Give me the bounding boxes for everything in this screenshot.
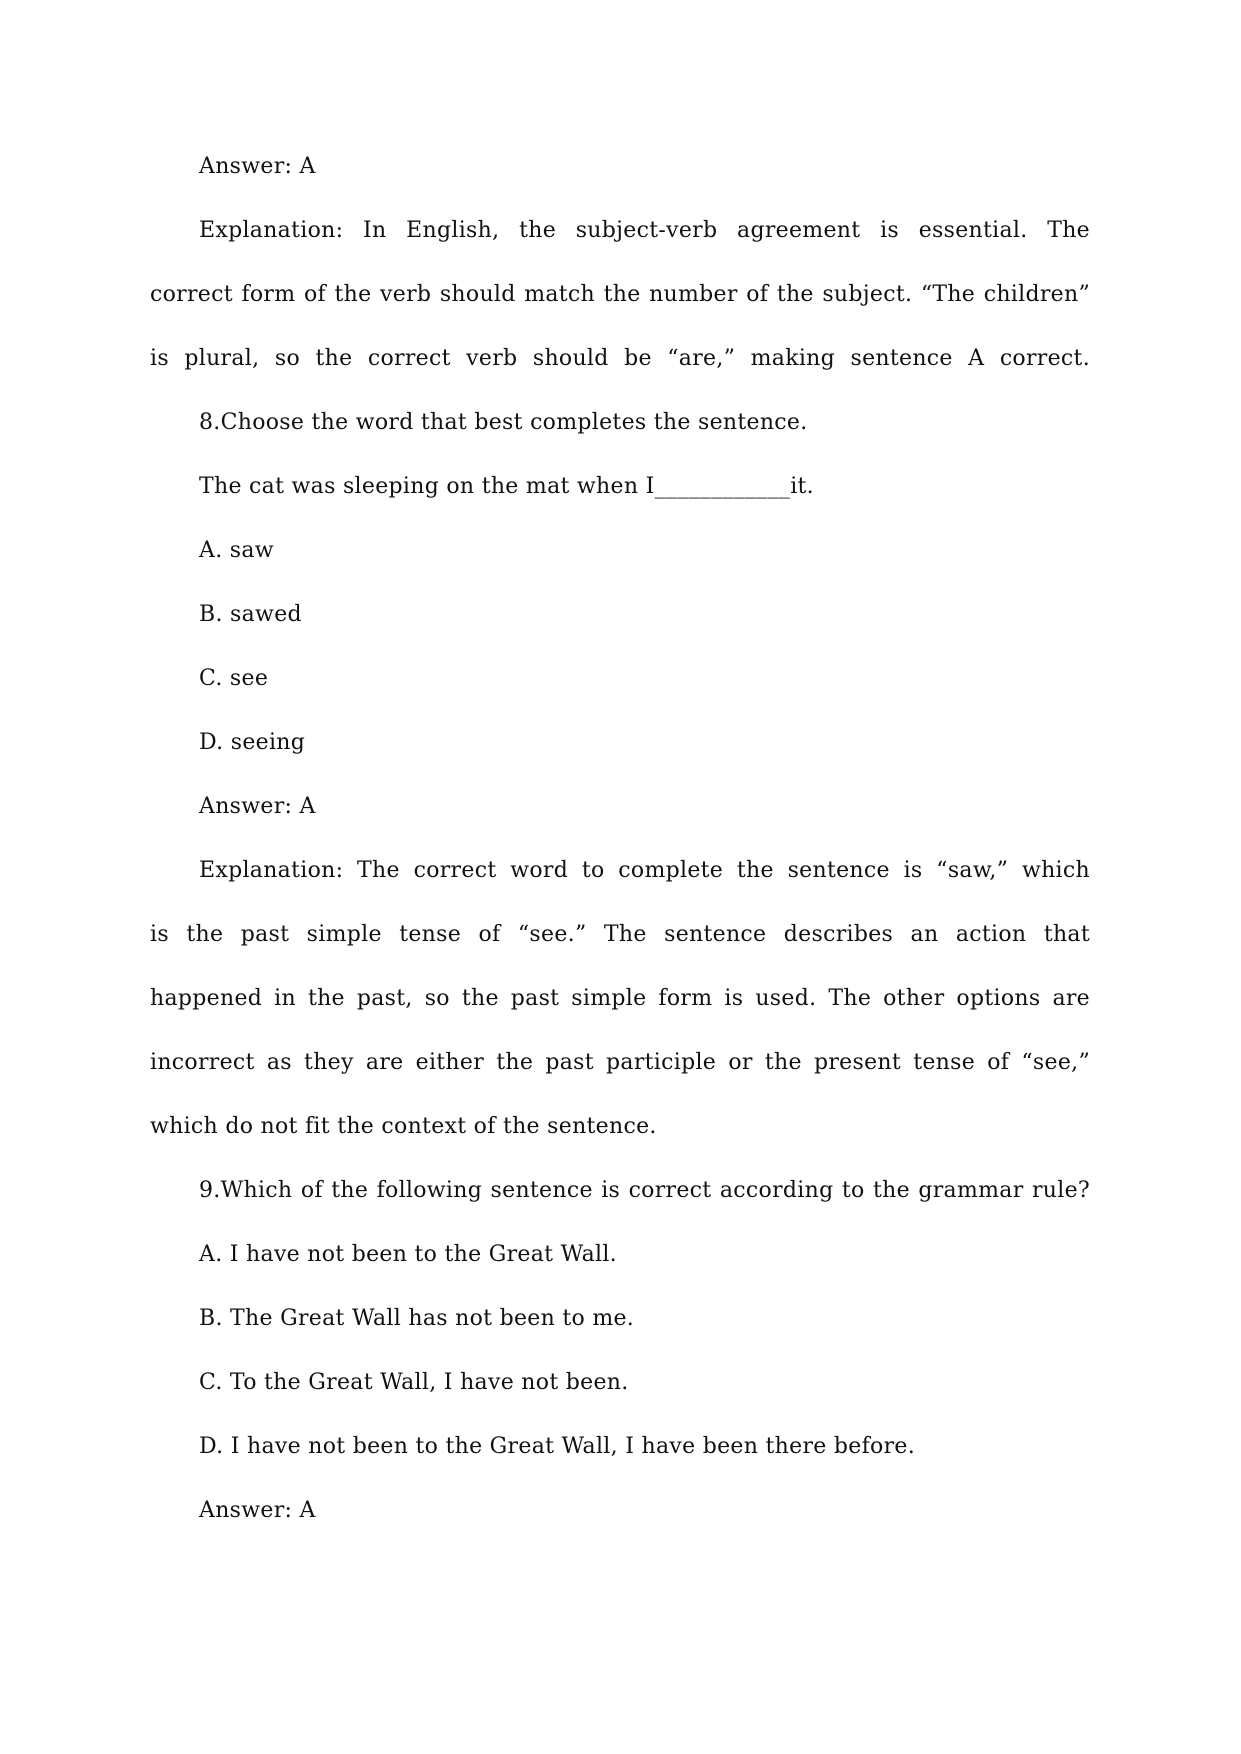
q9-option-a: A. I have not been to the Great Wall. xyxy=(199,1242,617,1267)
q8-explanation-line-5: which do not fit the context of the sentence. xyxy=(150,1114,657,1139)
q8-option-c: C. see xyxy=(199,666,269,691)
q8-explanation-line-4: incorrect as they are either the past participle or the present tense of “see,” xyxy=(150,1050,1090,1075)
q8-question: 8.Choose the word that best completes the sentence. xyxy=(199,410,808,435)
q7-explanation-line-1: Explanation: In English, the subject-verb agreement is essential. The xyxy=(199,218,1090,243)
q8-explanation-line-3: happened in the past, so the past simple form is used. The other options are xyxy=(150,986,1090,1011)
q8-option-b: B. sawed xyxy=(199,602,302,627)
q8-answer: Answer: A xyxy=(199,794,316,819)
q9-option-c: C. To the Great Wall, I have not been. xyxy=(199,1370,629,1395)
q7-explanation-line-3: is plural, so the correct verb should be “are,” making sentence A correct. xyxy=(150,346,1090,371)
q9-option-b: B. The Great Wall has not been to me. xyxy=(199,1306,635,1331)
q8-option-d: D. seeing xyxy=(199,730,306,755)
q7-answer: Answer: A xyxy=(199,154,316,179)
q7-explanation-line-2: correct form of the verb should match the number of the subject. “The children” xyxy=(150,282,1090,307)
q8-sentence: The cat was sleeping on the mat when I____________it. xyxy=(199,474,814,499)
q9-question: 9.Which of the following sentence is correct according to the grammar rule? xyxy=(199,1178,1090,1203)
q9-option-d: D. I have not been to the Great Wall, I have been there before. xyxy=(199,1434,915,1459)
q9-answer: Answer: A xyxy=(199,1498,316,1523)
q8-explanation-line-2: is the past simple tense of “see.” The sentence describes an action that xyxy=(150,922,1090,947)
q8-option-a: A. saw xyxy=(199,538,274,563)
q8-explanation-line-1: Explanation: The correct word to complete the sentence is “saw,” which xyxy=(199,858,1090,883)
